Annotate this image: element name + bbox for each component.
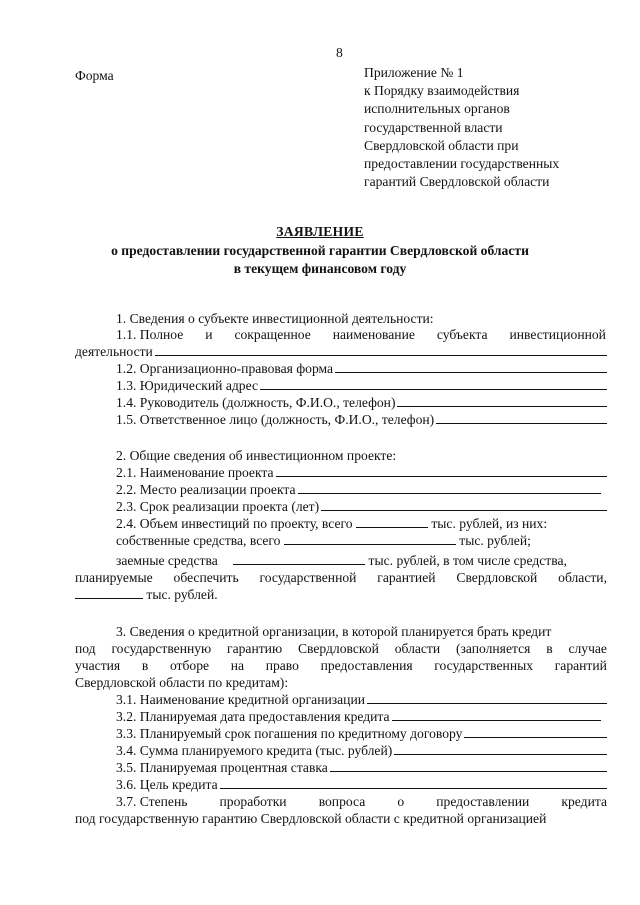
label: 2.4. Объем инвестиций по проекту, всего xyxy=(116,516,353,531)
form-label: Форма xyxy=(75,68,114,83)
fill-line[interactable] xyxy=(367,691,607,704)
label: 2.3. Срок реализации проекта (лет) xyxy=(116,499,320,514)
word: области, xyxy=(558,570,607,585)
appendix-line: к Порядку взаимодействия xyxy=(364,83,520,99)
title-main: ЗАЯВЛЕНИЕ xyxy=(276,224,364,239)
borrowed-funds-field[interactable] xyxy=(233,552,365,565)
word: предоставления xyxy=(320,658,413,673)
label: тыс. рублей. xyxy=(146,587,218,602)
planned-funds-line xyxy=(75,569,607,586)
word: предоставлении xyxy=(436,794,530,809)
fill-line[interactable] xyxy=(335,360,607,373)
word: на xyxy=(230,658,245,673)
label: 3.1. Наименование кредитной организации xyxy=(116,692,365,707)
word: государственных xyxy=(434,658,534,673)
section3-item5 xyxy=(116,759,607,776)
word: наименование xyxy=(332,327,415,342)
label: 3.5. Планируемая процентная ставка xyxy=(116,760,328,775)
label: 1.5. Ответственное лицо (должность, Ф.И.О., телефон) xyxy=(116,412,435,427)
word: планируемые xyxy=(75,570,153,585)
fill-line[interactable] xyxy=(464,725,607,738)
word: в xyxy=(141,658,149,673)
word: и xyxy=(205,327,213,342)
word: Свердловской xyxy=(456,570,538,585)
planned-funds-end xyxy=(75,586,218,603)
fill-line[interactable] xyxy=(321,498,607,511)
section3-item2 xyxy=(116,708,601,725)
word: гарантий xyxy=(554,658,607,673)
word: о xyxy=(397,794,405,809)
fill-line[interactable] xyxy=(260,377,607,390)
investment-total-field[interactable] xyxy=(356,515,428,528)
document-title xyxy=(0,223,640,279)
word: инвестиционной xyxy=(509,327,606,342)
section3-item7-cont: под государственную гарантию Свердловской области с кредитной организацией xyxy=(75,811,547,826)
section1-item1 xyxy=(116,326,606,343)
label: 3.3. Планируемый срок погашения по кредитному договору xyxy=(116,726,463,741)
label: тыс. рублей, из них: xyxy=(431,516,548,531)
section3-item4 xyxy=(116,742,607,759)
word: право xyxy=(265,658,299,673)
fill-line[interactable] xyxy=(392,708,601,721)
word: Свердловской xyxy=(297,641,379,656)
label: 2.1. Наименование проекта xyxy=(116,465,274,480)
word: проработки xyxy=(219,794,287,809)
word: 3.7. Степень xyxy=(116,794,188,809)
section1-heading: 1. Сведения о субъекте инвестиционной деятельности: xyxy=(116,311,434,326)
word: (заполняется xyxy=(455,641,531,656)
fill-line[interactable] xyxy=(155,343,607,356)
own-funds-line xyxy=(116,532,531,549)
fill-line[interactable] xyxy=(298,481,601,494)
word: субъекта xyxy=(436,327,488,342)
label: тыс. рублей, в том числе средства, xyxy=(368,553,567,568)
title-line: в текущем финансовом году xyxy=(233,261,407,276)
label: 1.4. Руководитель (должность, Ф.И.О., телефон) xyxy=(116,395,396,410)
fill-line[interactable] xyxy=(330,759,607,772)
word: вопроса xyxy=(318,794,366,809)
word: сокращенное xyxy=(234,327,311,342)
word: под xyxy=(75,641,96,656)
label: 1.2. Организационно-правовая форма xyxy=(116,361,334,376)
word: государственной xyxy=(259,570,357,585)
word: кредита xyxy=(561,794,607,809)
section1-item1-cont xyxy=(75,343,607,360)
appendix-line: исполнительных органов xyxy=(364,101,510,117)
word: участия xyxy=(75,658,121,673)
label: 3.6. Цель кредита xyxy=(116,777,218,792)
word: государственную xyxy=(111,641,212,656)
fill-line[interactable] xyxy=(436,411,607,424)
word: в xyxy=(546,641,553,656)
word: обеспечить xyxy=(173,570,239,585)
borrowed-funds-line xyxy=(116,552,567,569)
section2-item3 xyxy=(116,498,607,515)
word: области xyxy=(394,641,441,656)
section1-item4 xyxy=(116,394,607,411)
label: 3.2. Планируемая дата предоставления кредита xyxy=(116,709,390,724)
label: собственные средства, всего xyxy=(116,533,281,548)
fill-line[interactable] xyxy=(276,464,607,477)
label: 2.2. Место реализации проекта xyxy=(116,482,296,497)
guarantee-funds-field[interactable] xyxy=(75,586,143,599)
appendix-line: Свердловской области при xyxy=(364,137,519,153)
word: гарантию xyxy=(227,641,283,656)
label: заемные средства xyxy=(116,553,218,568)
fill-line[interactable] xyxy=(394,742,607,755)
own-funds-field[interactable] xyxy=(284,532,456,545)
fill-line[interactable] xyxy=(220,776,607,789)
label: 1.3. Юридический адрес xyxy=(116,378,258,393)
section3-para-line: Свердловской области по кредитам): xyxy=(75,675,289,690)
label: тыс. рублей; xyxy=(459,533,531,548)
section1-item5 xyxy=(116,411,607,428)
section3-para-line xyxy=(75,657,607,674)
appendix-line: предоставлении государственных xyxy=(364,156,560,172)
page-number: 8 xyxy=(336,45,343,60)
section3-item6 xyxy=(116,776,607,793)
fill-line[interactable] xyxy=(397,394,607,407)
section1-item3 xyxy=(116,377,607,394)
section3-item7 xyxy=(116,793,607,810)
word: 1.1. Полное xyxy=(116,327,184,342)
section3-para-line xyxy=(75,640,607,657)
section2-item4 xyxy=(116,515,547,532)
word: случае xyxy=(568,641,607,656)
appendix-line: гарантий Свердловской области xyxy=(364,174,550,190)
appendix-block xyxy=(364,64,559,191)
section2-item2 xyxy=(116,481,601,498)
appendix-line: государственной власти xyxy=(364,119,503,135)
section1-item2 xyxy=(116,360,607,377)
word: отборе xyxy=(169,658,210,673)
title-line: о предоставлении государственной гарантии Свердловской области xyxy=(111,242,529,258)
section3-item1 xyxy=(116,691,607,708)
appendix-line: Приложение № 1 xyxy=(364,65,464,80)
word: гарантией xyxy=(377,570,436,585)
section2-heading: 2. Общие сведения об инвестиционном проекте: xyxy=(116,448,397,463)
section3-para-line: 3. Сведения о кредитной организации, в которой планируется брать кредит xyxy=(116,624,552,639)
label: деятельности xyxy=(75,344,153,359)
section3-item3 xyxy=(116,725,607,742)
label: 3.4. Сумма планируемого кредита (тыс. рублей) xyxy=(116,743,393,758)
section2-item1 xyxy=(116,464,607,481)
